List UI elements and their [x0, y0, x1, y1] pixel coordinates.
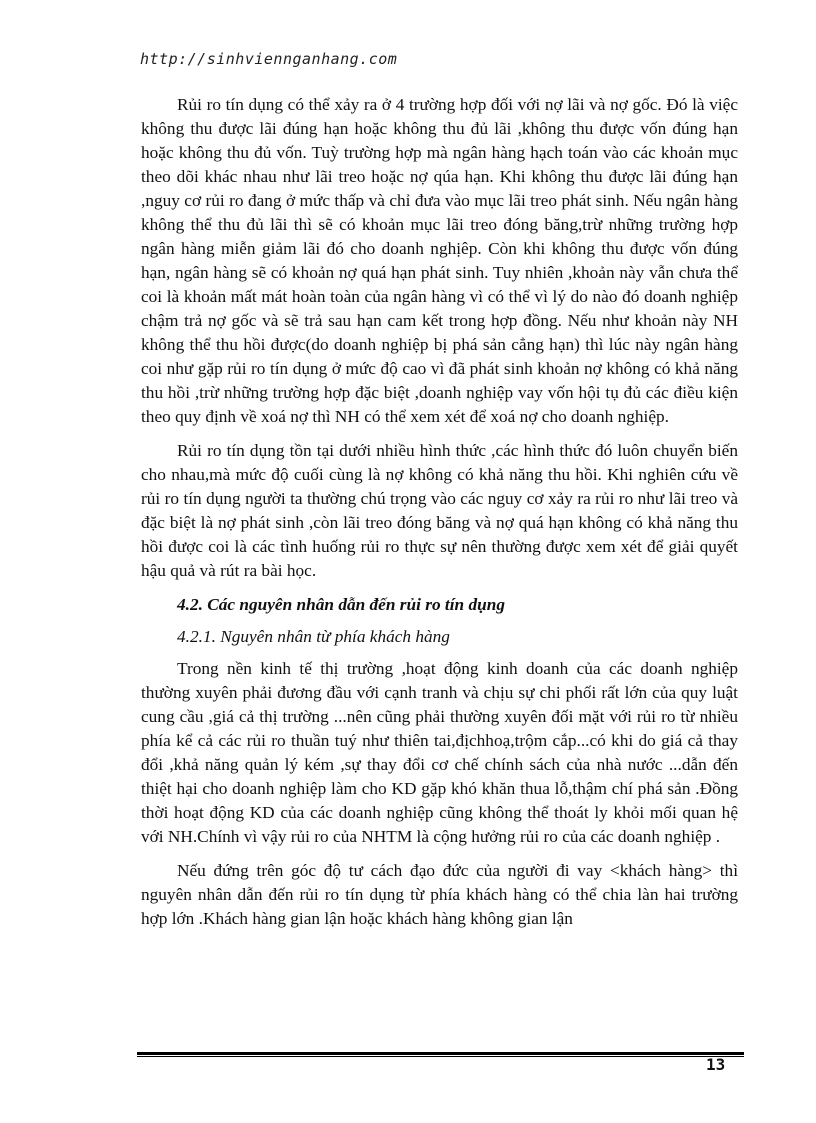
- paragraph-credit-risk-forms: Rủi ro tín dụng tồn tại dưới nhiều hình thức ,các hình thức đó luôn chuyển biến cho nhau,mà mức độ cuối cùng là nợ không có khả năng thu hồi. Khi nghiên cứu về rủi ro tín dụng người ta thường chú trọng vào các nguy cơ xảy ra rủi ro như lãi treo và đặc biệt là nợ phát sinh ,còn lãi treo đóng băng và nợ quá hạn không có khả năng thu hồi được coi là các tình huống rủi ro thực sự nên thường được xem xét để giải quyết hậu quả và rút ra bài học.: [141, 441, 738, 580]
- section-heading: 4.2. Các nguyên nhân dẫn đến rủi ro tín dụng: [177, 595, 505, 614]
- paragraph-market-economy: Trong nền kinh tế thị trường ,hoạt động kinh doanh của các doanh nghiệp thường xuyên phải đương đầu với cạnh tranh và chịu sự chi phối rất lớn của quy luật cung cầu ,giá cả thị trường ...nên cũng phải thường xuyên đối mặt với rủi ro từ nhiều phía kể cả các rủi ro thuần tuý như thiên tai,địchhoạ,trộm cắp...có khi do giá cả thay đổi ,khả năng quản lý kém ,sự thay đổi cơ chế chính sách của nhà nước ...dẫn đến thiệt hại cho doanh nghiệp làm cho KD gặp khó khăn thua lỗ,thậm chí phá sản .Đồng thời hoạt động KD của các doanh nghiệp cũng không thể thoát ly khỏi mối quan hệ với NH.Chính vì vậy rủi ro của NHTM là cộng hưởng rủi ro của các doanh nghiệp .: [141, 659, 738, 846]
- subsection-heading: 4.2.1. Nguyên nhân từ phía khách hàng: [177, 627, 450, 646]
- body-text: [141, 93, 738, 941]
- header-url[interactable]: http://sinhviennganhang.com: [140, 50, 398, 68]
- footer-divider: [137, 1052, 744, 1057]
- paragraph-credit-risk-cases: Rủi ro tín dụng có thể xảy ra ở 4 trường hợp đối với nợ lãi và nợ gốc. Đó là việc không thu được lãi đúng hạn hoặc không thu đủ lãi ,không thu được vốn đúng hạn hoặc không thu đủ vốn. Tuỳ trường hợp mà ngân hàng hạch toán vào các khoản mục theo dõi khác nhau như lãi treo hoặc nợ qúa hạn. Khi không thu được lãi đúng hạn ,nguy cơ rủi ro đang ở mức thấp và chỉ đưa vào mục lãi treo phát sinh. Nếu ngân hàng không thể thu đủ lãi thì sẽ có khoản mục lãi treo đóng băng,trừ những trường hợp ngân hàng miễn giảm lãi đó cho doanh nghịêp. Còn khi không thu được vốn đúng hạn, ngân hàng sẽ có khoản nợ quá hạn phát sinh. Tuy nhiên ,khoản này vẫn chưa thể coi là khoản mất mát hoàn toàn của ngân hàng vì có thể vì lý do nào đó doanh nghiệp chậm trả nợ gốc và sẽ trả sau hạn cam kết trong hợp đồng. Nếu như khoản này NH không thể thu hồi được(do doanh nghiệp bị phá sản cẳng hạn) thì lúc này ngân hàng coi như gặp rủi ro tín dụng ở mức độ cao vì đã phát sinh khoản nợ không có khả năng thu hồi ,trừ những trường hợp đặc biệt ,doanh nghiệp vay vốn hội tụ đủ các điều kiện theo quy định về xoá nợ thì NH có thể xem xét để xoá nợ cho doanh nghiệp.: [141, 95, 738, 426]
- paragraph-borrower-ethics: Nếu đứng trên góc độ tư cách đạo đức của người đi vay <khách hàng> thì nguyên nhân dẫn đến rủi ro tín dụng từ phía khách hàng có thể chia làn hai trường hợp lớn .Khách hàng gian lận hoặc khách hàng không gian lận: [141, 861, 738, 928]
- page-number: 13: [706, 1055, 726, 1074]
